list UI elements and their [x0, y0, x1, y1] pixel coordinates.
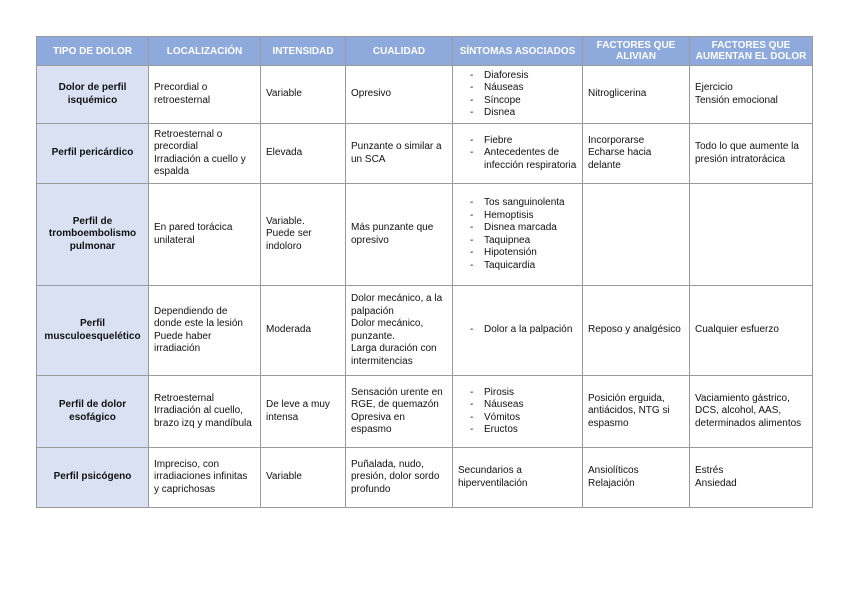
symptom-list	[458, 387, 577, 437]
symptom-item: - Disnea marcada	[458, 222, 577, 235]
cell-line: Más punzante que opresivo	[351, 222, 434, 246]
cell-line: Reposo y analgésico	[588, 324, 681, 336]
header-cualidad: CUALIDAD	[346, 37, 453, 66]
symptom-item: - Hemoptisis	[458, 210, 577, 223]
header-sintomas: SÍNTOMAS ASOCIADOS	[453, 37, 583, 66]
alivian-cell	[583, 66, 690, 124]
symptom-item: - Tos sanguinolenta	[458, 197, 577, 210]
symptom-list	[458, 324, 577, 337]
aumentan-cell	[690, 286, 813, 376]
aumentan-cell	[690, 184, 813, 286]
localizacion-text	[154, 393, 255, 431]
cell-line: Puede ser indoloro	[266, 228, 312, 252]
cell-line: Incorporarse	[588, 134, 645, 146]
cell-line: Cualquier esfuerzo	[695, 324, 779, 336]
aumentan-text	[695, 393, 807, 431]
cualidad-text	[351, 141, 447, 166]
localizacion-cell	[149, 376, 261, 448]
cell-line: Todo lo que aumente la presión intratorácica	[695, 141, 799, 165]
aumentan-text	[695, 465, 807, 490]
cell-line: Impreciso, con irradiaciones infinitas y caprichosas	[154, 458, 248, 495]
cell-line: Posición erguida, antiácidos, NTG si espasmo	[588, 392, 670, 429]
symptom-item: - Pirosis	[458, 387, 577, 400]
cell-line: Dolor mecánico, a la palpación	[351, 293, 443, 317]
alivian-cell	[583, 184, 690, 286]
cell-line: Ejercicio	[695, 82, 733, 93]
alivian-text	[588, 465, 684, 490]
localizacion-text	[154, 82, 255, 107]
cell-line: Punzante o similar a un SCA	[351, 141, 442, 165]
cell-line: Sensación urente en RGE, de quemazón	[351, 386, 443, 410]
intensidad-cell	[261, 124, 346, 184]
localizacion-text	[154, 459, 255, 497]
pain-type-cell: Dolor de perfil isquémico	[37, 66, 149, 124]
aumentan-text	[695, 82, 807, 107]
cualidad-cell	[346, 66, 453, 124]
cualidad-text	[351, 222, 447, 247]
cell-line: Opresivo	[351, 88, 392, 100]
cualidad-text	[351, 293, 447, 368]
sintomas-cell	[453, 286, 583, 376]
symptom-item: - Vómitos	[458, 412, 577, 425]
symptom-item: - Antecedentes de infección respiratoria	[458, 147, 577, 172]
alivian-cell	[583, 286, 690, 376]
intensidad-text	[266, 324, 340, 337]
symptom-list	[458, 70, 577, 120]
symptom-list	[458, 197, 577, 272]
intensidad-cell	[261, 184, 346, 286]
table-row	[37, 448, 813, 508]
symptom-item: - Taquipnea	[458, 235, 577, 248]
sintomas-cell	[453, 124, 583, 184]
alivian-text	[588, 324, 684, 337]
header-intensidad: INTENSIDAD	[261, 37, 346, 66]
cell-line: Dolor mecánico, punzante.	[351, 318, 424, 342]
alivian-cell	[583, 124, 690, 184]
alivian-text	[588, 393, 684, 431]
cell-line: Estrés	[695, 465, 724, 476]
intensidad-text	[266, 88, 340, 101]
cell-line: Elevada	[266, 147, 303, 159]
pain-type-cell: Perfil de tromboembolismo pulmonar	[37, 184, 149, 286]
cualidad-cell	[346, 376, 453, 448]
cualidad-text	[351, 387, 447, 437]
cell-line: Nitroglicerina	[588, 88, 647, 100]
localizacion-cell	[149, 66, 261, 124]
pain-type-cell: Perfil musculoesquelético	[37, 286, 149, 376]
localizacion-text	[154, 222, 255, 247]
aumentan-cell	[690, 448, 813, 508]
header-aumentan: FACTORES QUE AUMENTAN EL DOLOR	[690, 37, 813, 66]
localizacion-cell	[149, 448, 261, 508]
localizacion-cell	[149, 286, 261, 376]
cell-line: Variable	[266, 88, 302, 100]
symptom-item: - Diaforesis	[458, 70, 577, 83]
chest-pain-table	[36, 36, 813, 508]
alivian-text	[588, 135, 684, 173]
symptom-item: - Hipotensión	[458, 247, 577, 260]
intensidad-text	[266, 147, 340, 160]
sintomas-cell	[453, 448, 583, 508]
cell-line: Echarse hacia delante	[588, 147, 652, 171]
intensidad-cell	[261, 66, 346, 124]
table-body	[37, 66, 813, 508]
aumentan-text	[695, 141, 807, 166]
cell-line: En pared torácica unilateral	[154, 222, 233, 246]
cell-line: Puede haber irradiación	[154, 330, 212, 354]
intensidad-text	[266, 399, 340, 424]
localizacion-cell	[149, 124, 261, 184]
sintomas-cell	[453, 376, 583, 448]
pain-type-cell: Perfil pericárdico	[37, 124, 149, 184]
header-localizacion: LOCALIZACIÓN	[149, 37, 261, 66]
alivian-cell	[583, 376, 690, 448]
cell-line: Tensión emocional	[695, 94, 778, 106]
cell-line: Larga duración con intermitencias	[351, 343, 437, 367]
cell-line: Irradiación a cuello y espalda	[154, 153, 246, 177]
aumentan-text	[695, 324, 807, 337]
cell-line: Variable	[266, 471, 302, 483]
symptom-item: - Dolor a la palpación	[458, 324, 577, 337]
cell-line: Dependiendo de donde este la lesión	[154, 305, 243, 329]
symptom-item: - Disnea	[458, 107, 577, 120]
sintomas-cell	[453, 66, 583, 124]
symptom-item: - Eructos	[458, 424, 577, 437]
table-row	[37, 124, 813, 184]
cell-line: Moderada	[266, 324, 312, 336]
symptom-item: - Síncope	[458, 95, 577, 108]
cell-line: Ansiolíticos	[588, 465, 639, 476]
alivian-text	[588, 88, 684, 101]
sintomas-cell	[453, 184, 583, 286]
alivian-cell	[583, 448, 690, 508]
cell-line: Opresiva en espasmo	[351, 411, 405, 435]
pain-type-cell: Perfil de dolor esofágico	[37, 376, 149, 448]
localizacion-cell	[149, 184, 261, 286]
localizacion-text	[154, 129, 255, 179]
localizacion-text	[154, 306, 255, 356]
intensidad-text	[266, 471, 340, 484]
sintomas-text	[458, 465, 577, 490]
cell-line: Ansiedad	[695, 477, 737, 489]
intensidad-text	[266, 216, 340, 254]
cell-line: Relajación	[588, 477, 635, 489]
cualidad-cell	[346, 448, 453, 508]
cell-line: Puñalada, nudo, presión, dolor sordo profundo	[351, 458, 440, 495]
pain-type-cell: Perfil psicógeno	[37, 448, 149, 508]
symptom-item: - Fiebre	[458, 135, 577, 148]
table-row	[37, 286, 813, 376]
cell-line: De leve a muy intensa	[266, 399, 330, 423]
cualidad-text	[351, 88, 447, 101]
table-row	[37, 66, 813, 124]
intensidad-cell	[261, 286, 346, 376]
symptom-list	[458, 135, 577, 173]
table-row	[37, 376, 813, 448]
aumentan-cell	[690, 376, 813, 448]
header-alivian: FACTORES QUE ALIVIAN	[583, 37, 690, 66]
aumentan-cell	[690, 66, 813, 124]
cell-line: Retroesternal	[154, 392, 215, 404]
cualidad-cell	[346, 286, 453, 376]
symptom-item: - Náuseas	[458, 82, 577, 95]
symptom-item: - Taquicardia	[458, 260, 577, 273]
table-row	[37, 184, 813, 286]
aumentan-cell	[690, 124, 813, 184]
intensidad-cell	[261, 376, 346, 448]
cell-line: Retroesternal o precordial	[154, 128, 223, 152]
cell-line: Precordial o retroesternal	[154, 82, 211, 106]
cualidad-cell	[346, 184, 453, 286]
cell-line: Vaciamiento gástrico, DCS, alcohol, AAS, determinados alimentos	[695, 392, 802, 429]
header-row	[37, 37, 813, 66]
cell-line: Variable.	[266, 215, 305, 227]
intensidad-cell	[261, 448, 346, 508]
cell-line: Secundarios a hiperventilación	[458, 465, 528, 489]
symptom-item: - Náuseas	[458, 399, 577, 412]
header-tipo: TIPO DE DOLOR	[37, 37, 149, 66]
cualidad-cell	[346, 124, 453, 184]
cell-line: Irradiación al cuello, brazo izq y mandíbula	[154, 405, 252, 429]
cualidad-text	[351, 459, 447, 497]
